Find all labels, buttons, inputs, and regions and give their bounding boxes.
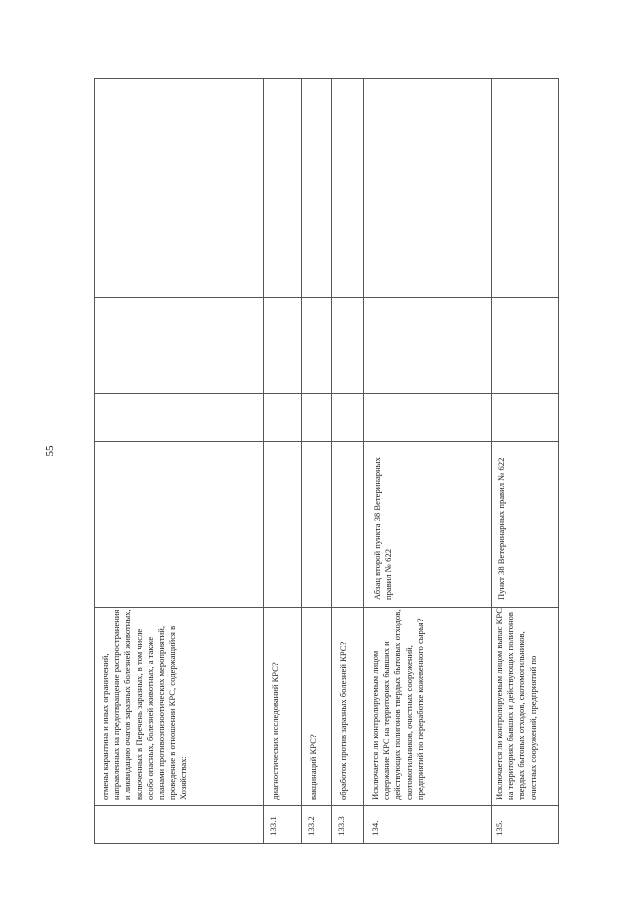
row-reference: Пункт 38 Ветеринарных правил № 622	[496, 457, 506, 600]
row-question: отмены карантина и иных ограничений, направленных на предотвращение распространения и ликвидацию очагов заразных болезней животных, включенных в Перечень заразных, в том числе особо опасных, болезней животных, а также планами противоэпизоотических мероприятий, проведение в отношении КРС, содержащийся в Хозяйствах:	[100, 609, 189, 800]
column-divider	[95, 393, 558, 394]
row-number: 133.2	[306, 816, 316, 836]
row-divider	[331, 79, 332, 843]
row-number: 133.3	[336, 816, 346, 836]
row-reference: Абзац второй пункта 38 Ветеринарных правил № 622	[372, 457, 394, 600]
row-divider	[301, 79, 302, 843]
row-question: вакцинаций КРС?	[308, 734, 318, 800]
row-number: 134.	[370, 820, 380, 836]
row-question: обработок против заразных болезней КРС?	[338, 641, 348, 800]
row-divider	[491, 79, 492, 843]
column-divider	[95, 805, 558, 806]
column-divider	[95, 441, 558, 442]
row-question: Исключается ли контролируемым лицом выпас КРС на территориях бывших и действующих полигонов твердых бытовых отходов, скотомогильников, очистных сооружений, предприятий по	[494, 608, 538, 800]
row-divider	[263, 79, 264, 843]
row-number: 133.1	[268, 816, 278, 836]
row-question: Исключается ли контролируемым лицом содержание КРС на территориях бывших и действующих полигонов твердых бытовых отходов, скотомогильников, очистных сооружений, предприятий по переработке кожевенного сырья?	[370, 609, 425, 800]
row-question: диагностических исследований КРС?	[270, 662, 280, 800]
row-number: 135.	[494, 820, 504, 836]
column-divider	[95, 297, 558, 298]
row-divider	[363, 79, 364, 843]
page-number: 55	[44, 445, 56, 457]
